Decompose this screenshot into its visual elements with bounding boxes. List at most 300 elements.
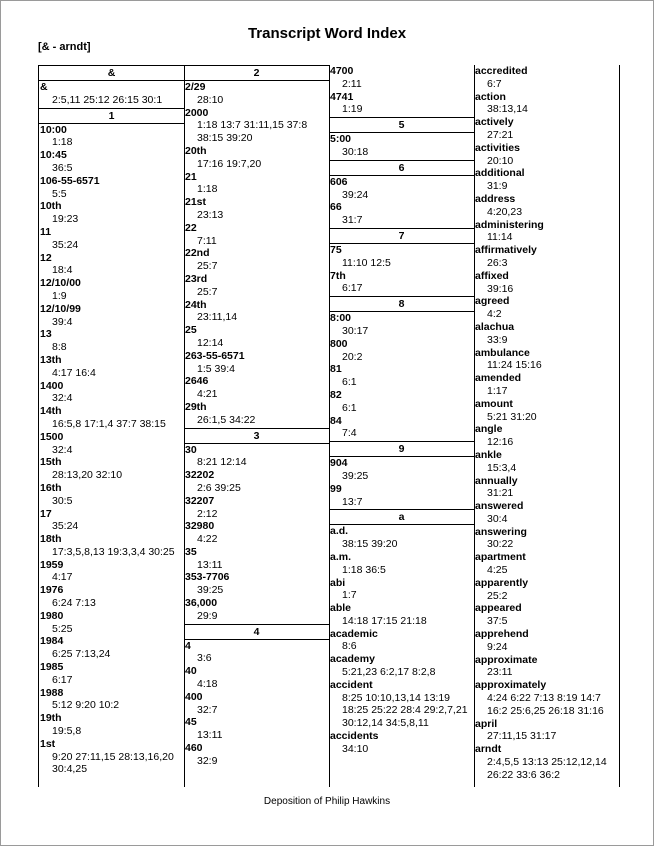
index-entry: [329, 525, 474, 551]
index-term: 13: [40, 328, 52, 341]
index-term: 24th: [185, 298, 207, 311]
index-entry: [184, 640, 329, 666]
section-header: 8: [329, 296, 474, 312]
index-term: 606: [330, 175, 348, 188]
index-entry: [184, 716, 329, 742]
index-entry: [39, 508, 184, 534]
section-header: &: [39, 65, 184, 81]
index-term: 353-7706: [185, 571, 230, 584]
page-line-refs: 1:17: [487, 384, 508, 397]
page-line-refs: 7:11: [197, 234, 217, 247]
index-term: answering: [475, 525, 527, 538]
page-line-refs: 35:24: [52, 238, 79, 251]
index-entry: [184, 401, 329, 427]
index-term: 4741: [330, 90, 354, 103]
index-term: april: [475, 717, 498, 730]
index-entry: [39, 738, 184, 776]
index-term: 400: [185, 690, 203, 703]
index-column-2: [184, 65, 330, 787]
index-entry: [474, 526, 619, 552]
index-term: 22nd: [185, 247, 210, 260]
index-term: apparently: [475, 576, 529, 589]
page-line-refs: 25:7: [197, 260, 218, 273]
index-term: administering: [475, 218, 544, 231]
page-line-refs: 19:5,8: [52, 725, 82, 738]
index-term: able: [330, 602, 352, 615]
index-term: 1976: [40, 584, 64, 597]
index-term: 40: [185, 665, 197, 678]
index-entry: [184, 145, 329, 171]
index-entry: [474, 602, 619, 628]
index-entry: [329, 551, 474, 577]
index-term: a.d.: [330, 525, 349, 538]
index-entry: [39, 431, 184, 457]
page-line-refs: 4:17: [52, 571, 73, 584]
index-term: 84: [330, 414, 342, 427]
index-term: apartment: [475, 551, 526, 564]
page-line-refs: 28:10: [197, 93, 224, 106]
index-term: 32207: [185, 494, 215, 507]
index-term: additional: [475, 167, 525, 180]
index-range: [& - arndt]: [38, 41, 91, 53]
index-term: arndt: [475, 743, 502, 756]
index-entry: [474, 679, 619, 717]
index-entry: [329, 133, 474, 159]
index-term: 17: [40, 507, 52, 520]
index-term: 7th: [330, 269, 346, 282]
index-term: 263-55-6571: [185, 349, 245, 362]
page-line-refs: 30:17: [342, 324, 369, 337]
page-line-refs: 13:7: [342, 495, 363, 508]
page-line-refs: 16:5,8 17:1,4 37:7 38:15: [52, 417, 166, 430]
page-line-refs: 4:18: [197, 678, 218, 691]
index-entry: [184, 247, 329, 273]
index-entry: [184, 546, 329, 572]
index-entry: [329, 244, 474, 270]
page-line-refs: 8:8: [52, 341, 67, 354]
index-entry: [474, 718, 619, 744]
index-term: actively: [475, 116, 514, 129]
index-entry: [474, 743, 619, 781]
index-entry: [39, 559, 184, 585]
page-line-refs: 6:1: [342, 376, 357, 389]
index-entry: [474, 551, 619, 577]
index-entry: [39, 712, 184, 738]
page-line-refs: 32:9: [197, 754, 218, 767]
page-line-refs: 30:5: [52, 494, 73, 507]
index-term: abi: [330, 576, 346, 589]
index-entry: [184, 375, 329, 401]
index-term: 2646: [185, 375, 209, 388]
index-term: 32980: [185, 520, 215, 533]
index-entry: [329, 415, 474, 441]
section-header: 5: [329, 117, 474, 133]
page-line-refs: 5:21,23 6:2,17 8:2,8: [342, 666, 436, 679]
index-term: ankle: [475, 448, 502, 461]
page-line-refs: 39:4: [52, 315, 73, 328]
index-entry: [39, 687, 184, 713]
index-term: 19th: [40, 712, 62, 725]
page-line-refs: 26:22 33:6 36:2: [487, 768, 560, 781]
section-header: 1: [39, 108, 184, 124]
section-header: 9: [329, 441, 474, 457]
index-term: ambulance: [475, 346, 530, 359]
index-entry: [184, 196, 329, 222]
index-entry: [39, 635, 184, 661]
index-term: 1959: [40, 558, 64, 571]
page-line-refs: 14:18 17:15 21:18: [342, 614, 427, 627]
page-line-refs: 19:23: [52, 213, 79, 226]
index-entry: [474, 116, 619, 142]
index-entry: [329, 653, 474, 679]
page-line-refs: 38:15 39:20: [342, 538, 398, 551]
page-line-refs: 9:20 27:11,15 28:13,16,20: [52, 750, 174, 763]
index-term: 30: [185, 443, 197, 456]
page-line-refs: 20:10: [487, 154, 514, 167]
page-line-refs: 8:25 10:10,13,14 13:19: [342, 691, 451, 704]
page-line-refs: 32:4: [52, 392, 73, 405]
index-term: answered: [475, 500, 524, 513]
page-line-refs: 4:25: [487, 564, 508, 577]
page-line-refs: 2:11: [342, 77, 362, 90]
page-line-refs: 16:2 25:6,25 26:18 31:16: [487, 704, 604, 717]
page-line-refs: 1:7: [342, 589, 357, 602]
index-term: 20th: [185, 144, 207, 157]
index-entry: [329, 363, 474, 389]
index-entry: [39, 610, 184, 636]
index-term: 99: [330, 482, 342, 495]
index-term: 1985: [40, 661, 64, 674]
index-entry: [474, 270, 619, 296]
index-entry: [39, 533, 184, 559]
index-term: 66: [330, 201, 342, 214]
index-term: 15th: [40, 456, 62, 469]
page-line-refs: 6:1: [342, 401, 357, 414]
page-line-refs: 32:7: [197, 703, 218, 716]
index-entry: [329, 457, 474, 483]
index-entry: [329, 577, 474, 603]
index-entry: [474, 372, 619, 398]
index-entry: [474, 475, 619, 501]
page-line-refs: 2:12: [197, 507, 218, 520]
page-line-refs: 39:16: [487, 282, 514, 295]
index-term: 12: [40, 251, 52, 264]
index-entry: [329, 389, 474, 415]
index-term: address: [475, 192, 516, 205]
index-entry: [184, 520, 329, 546]
page-line-refs: 7:4: [342, 427, 357, 440]
index-term: affixed: [475, 269, 509, 282]
page-line-refs: 12:14: [197, 336, 224, 349]
page-line-refs: 36:5: [52, 161, 73, 174]
page-line-refs: 17:3,5,8,13 19:3,3,4 30:25: [52, 545, 175, 558]
index-entry: [39, 380, 184, 406]
page-line-refs: 11:14: [487, 231, 513, 244]
index-entry: [184, 444, 329, 470]
index-term: 13th: [40, 353, 62, 366]
index-entry: [474, 577, 619, 603]
index-entry: [474, 219, 619, 245]
page-line-refs: 12:16: [487, 436, 514, 449]
page-line-refs: 27:11,15 31:17: [487, 730, 557, 743]
index-entry: [184, 171, 329, 197]
page-line-refs: 26:3: [487, 256, 508, 269]
index-term: 23rd: [185, 272, 208, 285]
page-line-refs: 30:4,25: [52, 763, 88, 776]
page-line-refs: 34:10: [342, 742, 369, 755]
page-line-refs: 18:4: [52, 264, 73, 277]
index-entry: [184, 222, 329, 248]
page-line-refs: 1:18 13:7 31:11,15 37:8: [197, 119, 308, 132]
index-entry: [184, 597, 329, 623]
index-term: accident: [330, 678, 373, 691]
index-term: 81: [330, 363, 342, 376]
index-entry: [474, 321, 619, 347]
index-entry: [184, 742, 329, 768]
index-term: &: [40, 81, 48, 93]
index-entry: [39, 200, 184, 226]
index-entry: [329, 201, 474, 227]
index-entry: [184, 324, 329, 350]
section-header: 7: [329, 228, 474, 244]
index-entry: [184, 273, 329, 299]
index-entry: [329, 602, 474, 628]
page-line-refs: 11:24 15:16: [487, 359, 542, 372]
index-entry: [184, 299, 329, 325]
index-term: 800: [330, 337, 348, 350]
page-line-refs: 25:2: [487, 589, 508, 602]
index-entry: [329, 91, 474, 117]
page-line-refs: 11:10 12:5: [342, 256, 391, 269]
index-entry: [184, 495, 329, 521]
index-entry: [474, 193, 619, 219]
page-line-refs: 29:9: [197, 609, 218, 622]
index-term: 2000: [185, 106, 209, 119]
index-entry: [39, 405, 184, 431]
page-line-refs: 33:9: [487, 333, 508, 346]
index-term: 8:00: [330, 312, 352, 325]
page-line-refs: 31:21: [487, 487, 514, 500]
page-line-refs: 23:13: [197, 208, 224, 221]
page-line-refs: 28:13,20 32:10: [52, 469, 123, 482]
page-line-refs: 13:11: [197, 729, 223, 742]
page-line-refs: 5:12 9:20 10:2: [52, 699, 120, 712]
page-line-refs: 23:11: [487, 666, 513, 679]
page-line-refs: 5:5: [52, 187, 67, 200]
index-term: 106-55-6571: [40, 174, 100, 187]
page-line-refs: 37:5: [487, 615, 508, 628]
page-line-refs: 38:15 39:20: [197, 132, 253, 145]
index-entry: [39, 456, 184, 482]
index-term: 16th: [40, 481, 62, 494]
page-line-refs: 39:25: [197, 584, 224, 597]
index-term: 5:00: [330, 133, 352, 146]
page-line-refs: 4:20,23: [487, 205, 523, 218]
index-term: 25: [185, 324, 197, 337]
page-line-refs: 30:12,14 34:5,8,11: [342, 717, 429, 730]
section-header: 3: [184, 428, 329, 444]
index-term: academy: [330, 653, 375, 666]
index-entry: [39, 149, 184, 175]
index-term: 460: [185, 742, 203, 755]
index-term: 1400: [40, 379, 64, 392]
page-line-refs: 39:25: [342, 469, 369, 482]
page-line-refs: 8:6: [342, 640, 357, 653]
page-line-refs: 26:1,5 34:22: [197, 413, 256, 426]
index-entry: [39, 328, 184, 354]
index-entry: [184, 469, 329, 495]
index-entry: [39, 482, 184, 508]
page-line-refs: 39:24: [342, 188, 369, 201]
page-line-refs: 30:22: [487, 538, 514, 551]
index-entry: [474, 628, 619, 654]
index-entry: [39, 124, 184, 150]
index-term: 82: [330, 388, 342, 401]
page-line-refs: 17:16 19:7,20: [197, 157, 262, 170]
index-term: 10:00: [40, 123, 67, 136]
index-term: 10th: [40, 200, 62, 213]
index-entry: [184, 81, 329, 107]
index-term: 32202: [185, 469, 215, 482]
index-entry: [474, 295, 619, 321]
page-line-refs: 6:17: [52, 673, 73, 686]
page-line-refs: 9:24: [487, 640, 508, 653]
page-line-refs: 23:11,14: [197, 311, 238, 324]
index-term: 904: [330, 457, 348, 470]
index-entry: [329, 628, 474, 654]
index-entry: [474, 654, 619, 680]
section-header: 2: [184, 65, 329, 81]
page-line-refs: 6:7: [487, 77, 502, 90]
index-entry: [39, 81, 184, 107]
index-entry: [329, 338, 474, 364]
index-entry: [474, 244, 619, 270]
page-line-refs: 6:17: [342, 282, 363, 295]
index-entry: [39, 584, 184, 610]
index-entry: [39, 661, 184, 687]
index-term: 4700: [330, 65, 354, 77]
index-term: accredited: [475, 65, 528, 77]
index-column-3: [329, 65, 475, 787]
index-term: approximately: [475, 679, 547, 692]
index-term: 75: [330, 243, 342, 256]
index-entry: [329, 483, 474, 509]
index-entry: [474, 65, 619, 91]
page-line-refs: 38:13,14: [487, 103, 528, 116]
index-term: a.m.: [330, 550, 352, 563]
index-term: 18th: [40, 533, 62, 546]
page-title: Transcript Word Index: [247, 25, 407, 42]
index-term: angle: [475, 423, 503, 436]
page-line-refs: 4:21: [197, 388, 218, 401]
page-line-refs: 4:24 6:22 7:13 8:19 14:7: [487, 692, 601, 705]
page-line-refs: 32:4: [52, 443, 73, 456]
index-term: 1500: [40, 430, 64, 443]
page-line-refs: 1:5 39:4: [197, 362, 235, 375]
index-entry: [474, 142, 619, 168]
index-term: agreed: [475, 295, 510, 308]
index-entry: [474, 91, 619, 117]
page-line-refs: 27:21: [487, 128, 514, 141]
index-entry: [474, 423, 619, 449]
index-entry: [184, 107, 329, 145]
index-entry: [474, 398, 619, 424]
page-line-refs: 2:5,11 25:12 26:15 30:1: [52, 93, 163, 106]
page-line-refs: 6:24 7:13: [52, 597, 96, 610]
index-entry: [474, 347, 619, 373]
index-term: 14th: [40, 405, 62, 418]
page-line-refs: 4:2: [487, 308, 502, 321]
index-term: academic: [330, 627, 378, 640]
page-line-refs: 1:18 36:5: [342, 563, 386, 576]
index-term: 22: [185, 221, 197, 234]
index-term: 29th: [185, 400, 207, 413]
index-term: 1980: [40, 609, 64, 622]
index-entry: [329, 176, 474, 202]
page-line-refs: 8:21 12:14: [197, 456, 247, 469]
page-line-refs: 4:22: [197, 533, 218, 546]
index-term: appeared: [475, 602, 522, 615]
page-line-refs: 5:25: [52, 622, 73, 635]
section-header: 6: [329, 160, 474, 176]
page-line-refs: 4:17 16:4: [52, 366, 96, 379]
index-entry: [39, 175, 184, 201]
index-entry: [329, 312, 474, 338]
section-header: 4: [184, 624, 329, 640]
page-line-refs: 13:11: [197, 558, 223, 571]
index-term: 35: [185, 545, 197, 558]
index-term: 36,000: [185, 597, 218, 610]
index-term: 12/10/00: [40, 277, 81, 290]
index-entry: [474, 167, 619, 193]
index-entry: [39, 277, 184, 303]
index-entry: [39, 252, 184, 278]
page-line-refs: 6:25 7:13,24: [52, 648, 111, 661]
index-term: activities: [475, 141, 520, 154]
index-term: 12/10/99: [40, 302, 81, 315]
section-header: a: [329, 509, 474, 525]
index-entry: [329, 679, 474, 730]
index-term: 21st: [185, 196, 207, 209]
index-term: 21: [185, 170, 197, 183]
index-term: approximate: [475, 653, 538, 666]
index-entry: [329, 730, 474, 756]
index-entry: [39, 226, 184, 252]
index-entry: [184, 571, 329, 597]
page-line-refs: 31:7: [342, 214, 363, 227]
page-line-refs: 5:21 31:20: [487, 410, 537, 423]
page-line-refs: 1:18: [197, 183, 218, 196]
index-entry: [329, 270, 474, 296]
index-term: alachua: [475, 320, 515, 333]
page-line-refs: 1:19: [342, 103, 363, 116]
page-line-refs: 30:18: [342, 145, 369, 158]
page-line-refs: 35:24: [52, 520, 79, 533]
page-line-refs: 20:2: [342, 350, 363, 363]
index-column-4: [474, 65, 620, 787]
page-line-refs: 25:7: [197, 285, 218, 298]
index-entry: [329, 65, 474, 91]
index-entry: [39, 354, 184, 380]
index-entry: [39, 303, 184, 329]
index-column-1: [38, 65, 185, 787]
page-line-refs: 2:4,5,5 13:13 25:12,12,14: [487, 756, 607, 769]
index-term: amount: [475, 397, 513, 410]
index-term: action: [475, 90, 506, 103]
index-term: 4: [185, 639, 191, 652]
index-entry: [184, 665, 329, 691]
index-term: 2/29: [185, 81, 206, 93]
